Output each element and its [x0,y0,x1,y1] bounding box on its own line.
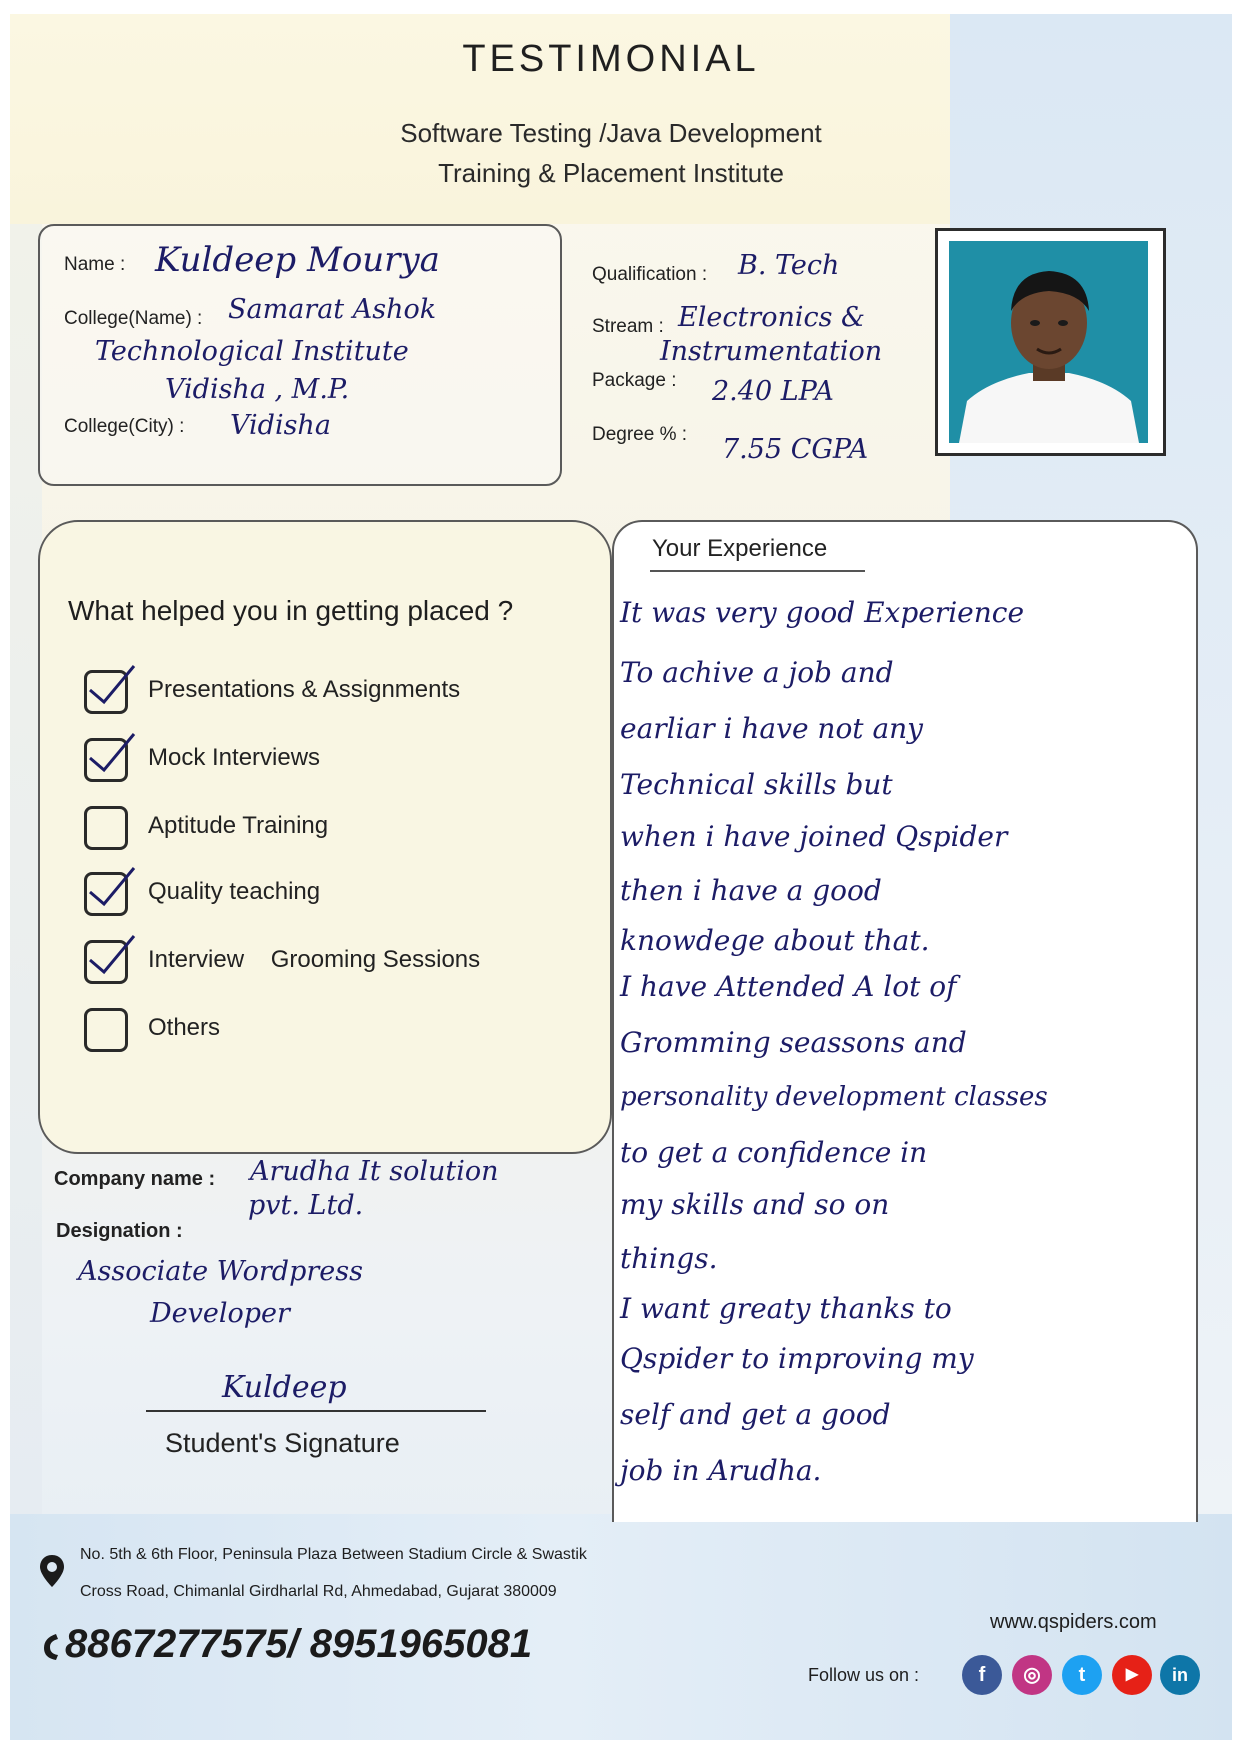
instagram-icon[interactable]: ◎ [1012,1655,1052,1695]
address-line-2: Cross Road, Chimanlal Girdharlal Rd, Ahmedabad, Gujarat 380009 [80,1583,557,1600]
student-signature: Kuldeep [222,1370,347,1405]
checkbox-others[interactable] [84,1008,128,1052]
college-name-line-1: Samarat Ashok [228,294,437,325]
experience-line: self and get a good [620,1398,891,1431]
experience-line: I have Attended A lot of [620,970,957,1003]
facebook-icon[interactable]: f [962,1655,1002,1695]
option-mock-interviews: Mock Interviews [148,744,321,771]
phone-icon [38,1630,64,1664]
qualification-value: B. Tech [738,250,840,281]
signature-line [146,1410,486,1412]
experience-line: things. [620,1242,718,1275]
college-city-label: College(City) : [64,416,185,437]
college-city-value: Vidisha [230,410,331,441]
degree-value: 7.55 CGPA [722,434,869,465]
phone-numbers[interactable]: 8867277575/ 8951965081 [65,1622,533,1666]
college-name-line-2: Technological Institute [95,336,409,367]
page-title: TESTIMONIAL [462,38,760,80]
name-value: Kuldeep Mourya [155,240,440,280]
checkmark-icon [80,660,140,710]
package-label: Package : [592,370,677,391]
experience-line: Technical skills but [620,768,893,801]
subtitle-line-2: Training & Placement Institute [438,158,784,188]
experience-line: It was very good Experience [620,596,1025,629]
designation-line-1: Associate Wordpress [78,1256,363,1287]
option-others: Others [148,1014,221,1041]
youtube-icon[interactable]: ▶ [1112,1655,1152,1695]
experience-line: to get a confidence in [620,1136,928,1169]
stream-label: Stream : [592,316,664,337]
experience-line: Gromming seassons and [620,1026,967,1059]
follow-us-label: Follow us on : [808,1665,920,1685]
experience-line: earliar i have not any [620,712,923,745]
twitter-icon[interactable]: t [1062,1655,1102,1695]
checkmark-icon [80,728,140,778]
name-label: Name : [64,254,126,275]
photo-background [949,241,1148,443]
location-pin-icon [38,1553,66,1589]
option-presentations: Presentations & Assignments [148,676,461,703]
experience-title-underline [650,570,865,572]
company-name-line-1: Arudha It solution [250,1156,499,1187]
student-photo [935,228,1166,456]
experience-line: Qspider to improving my [620,1342,974,1375]
option-quality-teaching: Quality teaching [148,878,321,905]
experience-line: my skills and so on [620,1188,890,1221]
student-portrait-illustration [949,241,1148,443]
experience-line: I want greaty thanks to [620,1292,952,1325]
stream-line-1: Electronics & [678,302,866,333]
checklist-question: What helped you in getting placed ? [68,595,514,626]
checkmark-icon [80,930,140,980]
linkedin-icon[interactable]: in [1160,1655,1200,1695]
option-interview-grooming: Interview Grooming Sessions [148,946,481,973]
experience-line: then i have a good [620,874,882,907]
signature-label: Student's Signature [165,1428,400,1458]
company-name-line-2: pvt. Ltd. [248,1190,364,1221]
website-link[interactable]: www.qspiders.com [990,1611,1157,1633]
experience-line: personality development classes [620,1082,1048,1112]
option-aptitude-training: Aptitude Training [148,812,329,839]
college-name-label: College(Name) : [64,308,203,329]
stream-line-2: Instrumentation [660,336,883,367]
company-name-label: Company name : [54,1168,216,1190]
experience-line: job in Arudha. [620,1454,822,1487]
experience-title: Your Experience [652,535,828,562]
experience-line: To achive a job and [620,656,894,689]
degree-label: Degree % : [592,424,688,445]
address-line-1: No. 5th & 6th Floor, Peninsula Plaza Between Stadium Circle & Swastik [80,1546,587,1563]
checkbox-aptitude-training[interactable] [84,806,128,850]
package-value: 2.40 LPA [712,376,834,407]
college-name-line-3: Vidisha , M.P. [165,374,350,405]
subtitle-line-1: Software Testing /Java Development [400,118,822,148]
experience-line: knowdege about that. [620,924,930,957]
qualification-label: Qualification : [592,264,708,285]
checkmark-icon [80,862,140,912]
designation-line-2: Developer [150,1298,290,1329]
experience-line: when i have joined Qspider [620,820,1008,853]
designation-label: Designation : [56,1220,183,1242]
